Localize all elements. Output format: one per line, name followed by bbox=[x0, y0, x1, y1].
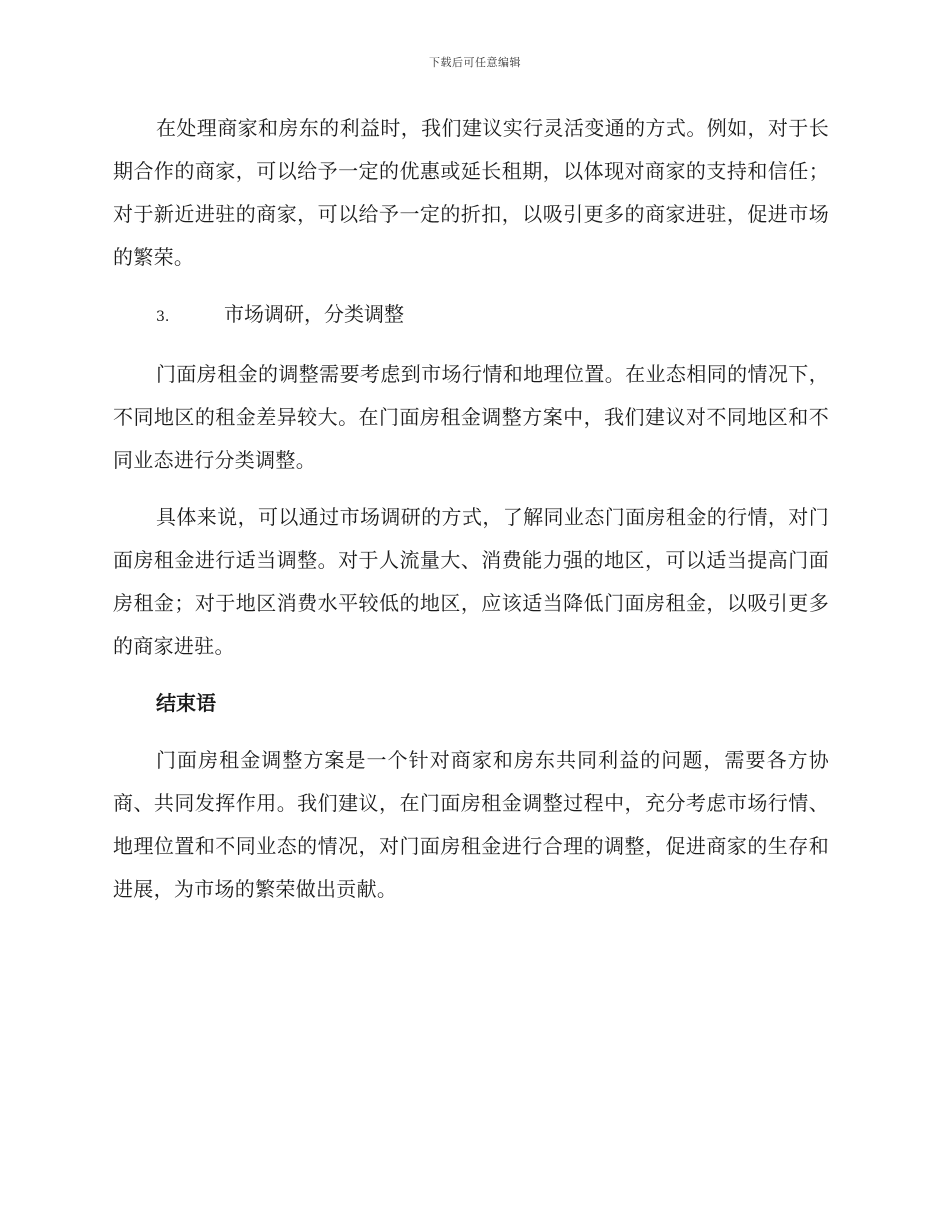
paragraph-flexible-approach: 在处理商家和房东的利益时，我们建议实行灵活变通的方式。例如，对于长期合作的商家，可以给予一定的优惠或延长租期，以体现对商家的支持和信任；对于新近进驻的商家，可以给予一定的折扣，以吸引更多的商家进驻，促进市场的繁荣。 bbox=[113, 116, 829, 269]
page-header: 下载后可任意编辑 bbox=[429, 56, 521, 69]
section-heading-market-research bbox=[113, 293, 829, 339]
conclusion-heading: 结束语 bbox=[156, 691, 216, 715]
document-body bbox=[113, 107, 829, 925]
list-item-text: 市场调研，分类调整 bbox=[224, 302, 404, 326]
paragraph-specific-adjustment: 具体来说，可以通过市场调研的方式，了解同业态门面房租金的行情，对门面房租金进行适当调整。对于人流量大、消费能力强的地区，可以适当提高门面房租金；对于地区消费水平较低的地区，应该适当降低门面房租金，以吸引更多的商家进驻。 bbox=[113, 505, 829, 658]
paragraph-conclusion: 门面房租金调整方案是一个针对商家和房东共同利益的问题，需要各方协商、共同发挥作用。我们建议，在门面房租金调整过程中，充分考虑市场行情、地理位置和不同业态的情况，对门面房租金进行合理的调整，促进商家的生存和进展，为市场的繁荣做出贡献。 bbox=[113, 748, 829, 901]
list-number: 3. bbox=[156, 309, 170, 325]
paragraph-market-location: 门面房租金的调整需要考虑到市场行情和地理位置。在业态相同的情况下，不同地区的租金差异较大。在门面房租金调整方案中，我们建议对不同地区和不同业态进行分类调整。 bbox=[113, 362, 829, 472]
